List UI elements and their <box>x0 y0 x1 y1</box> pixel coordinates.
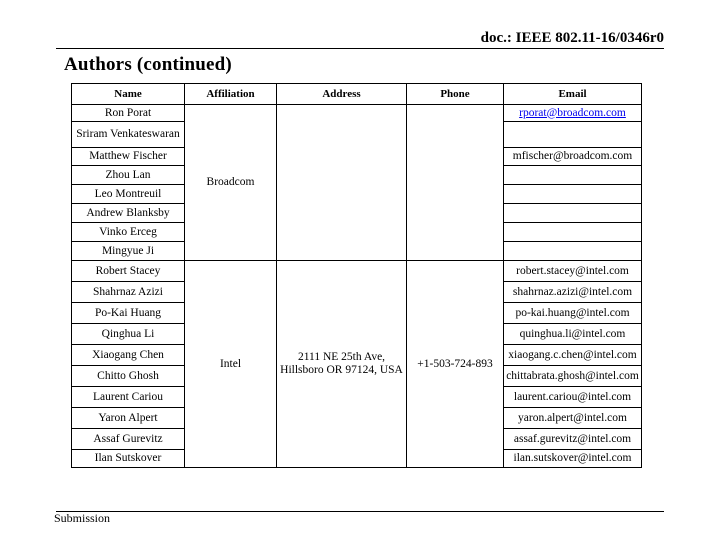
slide-title: Authors (continued) <box>64 54 232 75</box>
author-email <box>504 242 642 261</box>
author-email: quinghua.li@intel.com <box>504 324 642 345</box>
address-cell <box>277 105 407 261</box>
author-name: Vinko Erceg <box>72 223 185 242</box>
author-name: Chitto Ghosh <box>72 366 185 387</box>
footer-submission: Submission <box>54 511 111 525</box>
author-email: po-kai.huang@intel.com <box>504 303 642 324</box>
author-name: Yaron Alpert <box>72 408 185 429</box>
column-header-affiliation: Affiliation <box>185 84 277 105</box>
table-header-row <box>72 84 642 105</box>
author-name: Xiaogang Chen <box>72 345 185 366</box>
table-row <box>72 261 642 282</box>
author-name: Assaf Gurevitz <box>72 429 185 450</box>
author-email: ilan.sutskover@intel.com <box>504 450 642 468</box>
author-name: Matthew Fischer <box>72 148 185 166</box>
author-name: Sriram Venkateswaran <box>72 122 185 148</box>
header-rule <box>56 48 664 49</box>
author-name: Po-Kai Huang <box>72 303 185 324</box>
author-email-link[interactable]: rporat@broadcom.com <box>504 105 642 122</box>
phone-cell <box>407 105 504 261</box>
footer-rule <box>56 511 664 512</box>
column-header-name: Name <box>72 84 185 105</box>
author-name: Robert Stacey <box>72 261 185 282</box>
author-email: shahrnaz.azizi@intel.com <box>504 282 642 303</box>
author-email: yaron.alpert@intel.com <box>504 408 642 429</box>
column-header-email: Email <box>504 84 642 105</box>
author-name: Ron Porat <box>72 105 185 122</box>
author-email: robert.stacey@intel.com <box>504 261 642 282</box>
table-row <box>72 105 642 122</box>
authors-table <box>71 83 642 468</box>
phone-cell: +1-503-724-893 <box>407 261 504 468</box>
author-email: laurent.cariou@intel.com <box>504 387 642 408</box>
author-email: xiaogang.c.chen@intel.com <box>504 345 642 366</box>
author-email: assaf.gurevitz@intel.com <box>504 429 642 450</box>
affiliation-cell: Intel <box>185 261 277 468</box>
column-header-address: Address <box>277 84 407 105</box>
author-name: Shahrnaz Azizi <box>72 282 185 303</box>
column-header-phone: Phone <box>407 84 504 105</box>
author-name: Zhou Lan <box>72 166 185 185</box>
author-name: Laurent Cariou <box>72 387 185 408</box>
author-email <box>504 166 642 185</box>
document-id: doc.: IEEE 802.11-16/0346r0 <box>480 30 664 46</box>
author-email: chittabrata.ghosh@intel.com <box>504 366 642 387</box>
author-email: mfischer@broadcom.com <box>504 148 642 166</box>
affiliation-cell: Broadcom <box>185 105 277 261</box>
author-email <box>504 122 642 148</box>
author-name: Ilan Sutskover <box>72 450 185 468</box>
author-email <box>504 185 642 204</box>
author-email <box>504 204 642 223</box>
author-name: Andrew Blanksby <box>72 204 185 223</box>
author-name: Mingyue Ji <box>72 242 185 261</box>
address-cell: 2111 NE 25th Ave, Hillsboro OR 97124, USA <box>277 261 407 468</box>
author-name: Qinghua Li <box>72 324 185 345</box>
author-name: Leo Montreuil <box>72 185 185 204</box>
author-email <box>504 223 642 242</box>
